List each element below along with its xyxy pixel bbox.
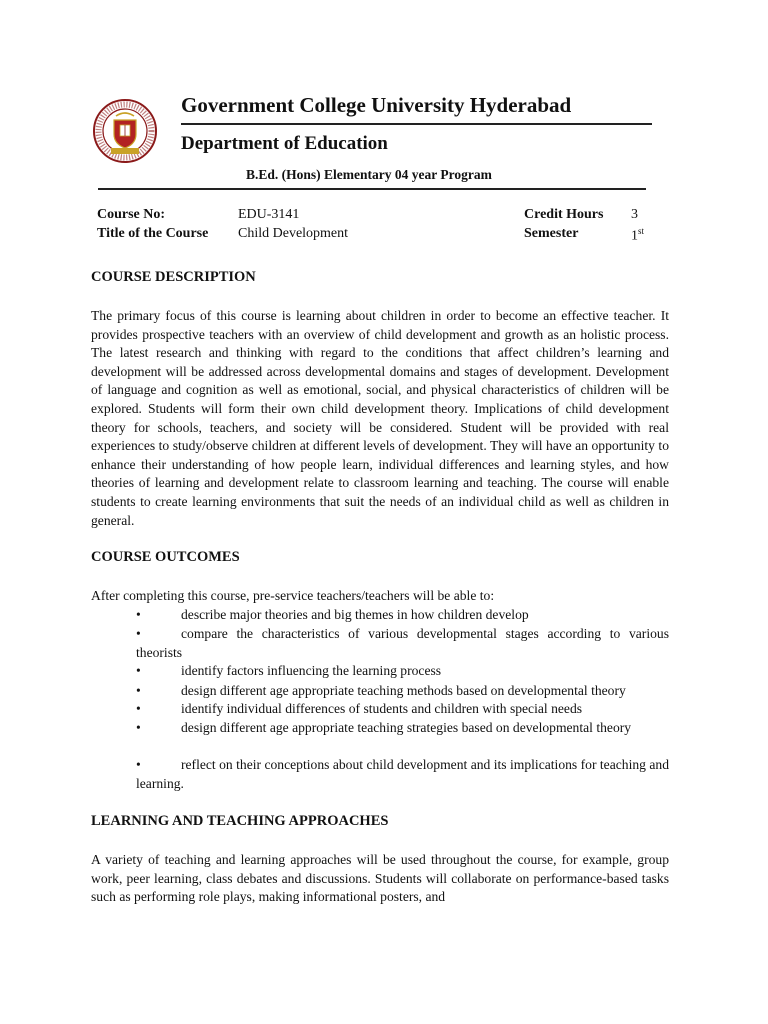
- program-name: B.Ed. (Hons) Elementary 04 year Program: [246, 167, 492, 182]
- department-name: Department of Education: [181, 133, 388, 154]
- university-seal-icon: [92, 98, 158, 164]
- outcome-text: compare the characteristics of various developmental stages according to various theorists: [136, 626, 669, 660]
- outcome-text: identify individual differences of students and children with special needs: [181, 701, 583, 716]
- bullet: •: [136, 663, 141, 678]
- header-rule-bottom: [98, 188, 646, 190]
- course-description-heading: COURSE DESCRIPTION: [91, 269, 256, 285]
- course-title-value: Child Development: [238, 226, 349, 241]
- outcome-item: [136, 756, 669, 793]
- bullet: •: [136, 683, 141, 698]
- semester-number: 1: [631, 228, 638, 244]
- outcome-item: [136, 719, 669, 738]
- bullet: •: [136, 720, 141, 735]
- bullet: •: [136, 607, 141, 622]
- bullet: •: [136, 757, 141, 772]
- outcome-text: identify factors influencing the learning process: [181, 663, 442, 678]
- semester-suffix: st: [638, 226, 645, 236]
- semester-value: [631, 226, 644, 245]
- header-rule: [181, 123, 652, 125]
- outcome-item: [136, 625, 669, 662]
- course-no-value: EDU-3141: [238, 207, 300, 222]
- semester-label: Semester: [524, 226, 579, 241]
- credit-hours-label: Credit Hours: [524, 207, 604, 222]
- course-title-label: Title of the Course: [97, 226, 209, 241]
- course-outcomes-heading: COURSE OUTCOMES: [91, 549, 240, 565]
- bullet: •: [136, 626, 141, 641]
- university-name: Government College University Hyderabad: [181, 93, 572, 117]
- credit-hours-value: 3: [631, 207, 638, 222]
- outcome-item: [136, 606, 669, 625]
- approaches-text: A variety of teaching and learning approaches will be used throughout the course, for example, group work, peer learning, class debates and discussions. Students will collaborate on performance-based tasks such as performing role plays, making informational posters, and: [91, 852, 669, 905]
- bullet: •: [136, 701, 141, 716]
- outcome-text: design different age appropriate teaching methods based on developmental theory: [181, 683, 626, 698]
- outcome-text: describe major theories and big themes in how children develop: [181, 607, 529, 622]
- outcome-item: [136, 682, 669, 701]
- course-no-label: Course No:: [97, 207, 166, 222]
- approaches-heading: LEARNING AND TEACHING APPROACHES: [91, 813, 389, 829]
- outcome-item: [136, 700, 669, 719]
- outcomes-intro: After completing this course, pre-service teachers/teachers will be able to:: [91, 588, 495, 603]
- outcome-text: design different age appropriate teaching strategies based on developmental theory: [181, 720, 632, 735]
- course-description-text: The primary focus of this course is learning about children in order to become an effective teacher. It provides prospective teachers with an overview of child development and growth as an holistic process. The latest research and thinking with regard to the conditions that affect children’s learning and development will be addressed across developmental domains and stages of development. Development of language and cognition as well as emotional, social, and physical characteristics of children will be explored. Students will form their own child development theory. Implications of child development theory for schools, teachers, and society will be considered. Student will be provided with real experiences to study/observe children at different levels of development. They will have an opportunity to enhance their understanding of how people learn, individual differences and learning styles, and how theories of learning and development relate to classroom learning and teaching. The course will enable students to create learning environments that suit the needs of an individual child as well as children in general.: [91, 308, 669, 528]
- outcome-item: [136, 662, 669, 681]
- outcome-text: reflect on their conceptions about child development and its implications for teaching and learning.: [136, 757, 669, 791]
